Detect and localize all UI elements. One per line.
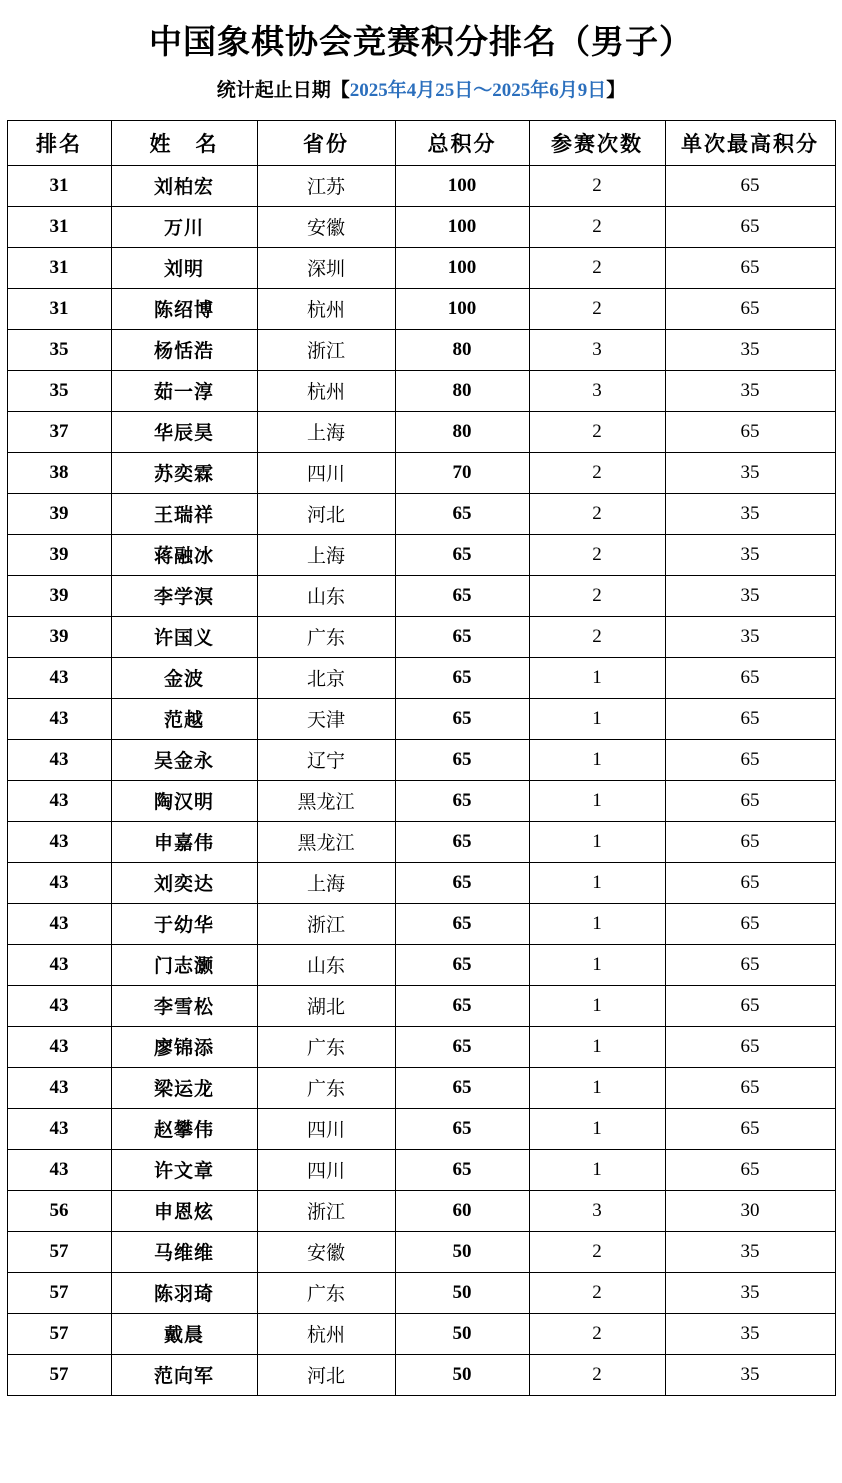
cell-province: 安徽 [257, 206, 395, 247]
table-row [7, 1313, 835, 1354]
cell-name: 陈羽琦 [111, 1272, 257, 1313]
cell-name: 申嘉伟 [111, 821, 257, 862]
cell-best-single: 35 [665, 534, 835, 575]
cell-name: 许国义 [111, 616, 257, 657]
cell-total-points: 65 [395, 616, 529, 657]
cell-best-single: 65 [665, 1108, 835, 1149]
cell-province: 浙江 [257, 1190, 395, 1231]
cell-event-count: 2 [529, 493, 665, 534]
table-row [7, 1149, 835, 1190]
cell-province: 上海 [257, 411, 395, 452]
cell-rank: 38 [7, 452, 111, 493]
cell-event-count: 2 [529, 534, 665, 575]
cell-name: 蒋融冰 [111, 534, 257, 575]
table-row [7, 944, 835, 985]
table-row [7, 1026, 835, 1067]
cell-best-single: 65 [665, 1067, 835, 1108]
cell-total-points: 100 [395, 288, 529, 329]
cell-event-count: 2 [529, 1272, 665, 1313]
cell-province: 浙江 [257, 903, 395, 944]
cell-event-count: 1 [529, 739, 665, 780]
cell-name: 金波 [111, 657, 257, 698]
column-header-event-count: 参赛次数 [529, 120, 665, 165]
table-row [7, 821, 835, 862]
cell-best-single: 35 [665, 1354, 835, 1395]
table-row [7, 411, 835, 452]
cell-event-count: 1 [529, 1149, 665, 1190]
cell-name: 华辰昊 [111, 411, 257, 452]
cell-name: 马维维 [111, 1231, 257, 1272]
table-row [7, 985, 835, 1026]
cell-best-single: 35 [665, 1272, 835, 1313]
cell-event-count: 1 [529, 657, 665, 698]
cell-total-points: 70 [395, 452, 529, 493]
cell-rank: 43 [7, 862, 111, 903]
cell-rank: 43 [7, 1108, 111, 1149]
cell-total-points: 65 [395, 944, 529, 985]
cell-name: 申恩炫 [111, 1190, 257, 1231]
cell-name: 门志灏 [111, 944, 257, 985]
table-row [7, 698, 835, 739]
cell-rank: 43 [7, 1149, 111, 1190]
cell-event-count: 1 [529, 821, 665, 862]
cell-province: 广东 [257, 1272, 395, 1313]
subtitle-date-range: 2025年4月25日～2025年6月9日 [349, 79, 607, 101]
cell-rank: 43 [7, 657, 111, 698]
cell-rank: 43 [7, 780, 111, 821]
cell-event-count: 2 [529, 616, 665, 657]
cell-province: 深圳 [257, 247, 395, 288]
cell-event-count: 1 [529, 1067, 665, 1108]
subtitle-prefix: 统计起止日期【 [216, 79, 350, 101]
cell-name: 李雪松 [111, 985, 257, 1026]
cell-best-single: 35 [665, 575, 835, 616]
cell-total-points: 65 [395, 657, 529, 698]
cell-province: 河北 [257, 493, 395, 534]
cell-province: 杭州 [257, 1313, 395, 1354]
column-header-rank: 排名 [7, 120, 111, 165]
table-row [7, 1067, 835, 1108]
cell-province: 广东 [257, 1067, 395, 1108]
cell-name: 苏奕霖 [111, 452, 257, 493]
cell-total-points: 65 [395, 821, 529, 862]
cell-name: 戴晨 [111, 1313, 257, 1354]
cell-best-single: 65 [665, 1026, 835, 1067]
cell-total-points: 100 [395, 247, 529, 288]
cell-rank: 57 [7, 1313, 111, 1354]
table-row [7, 657, 835, 698]
cell-rank: 43 [7, 903, 111, 944]
cell-rank: 39 [7, 575, 111, 616]
cell-rank: 57 [7, 1354, 111, 1395]
cell-total-points: 65 [395, 780, 529, 821]
table-header-row [7, 120, 835, 165]
cell-total-points: 65 [395, 1026, 529, 1067]
cell-total-points: 60 [395, 1190, 529, 1231]
cell-best-single: 65 [665, 698, 835, 739]
cell-rank: 43 [7, 944, 111, 985]
cell-total-points: 80 [395, 370, 529, 411]
cell-rank: 57 [7, 1231, 111, 1272]
cell-event-count: 2 [529, 288, 665, 329]
cell-best-single: 35 [665, 1231, 835, 1272]
cell-province: 北京 [257, 657, 395, 698]
table-row [7, 329, 835, 370]
cell-name: 许文章 [111, 1149, 257, 1190]
cell-rank: 35 [7, 370, 111, 411]
cell-name: 吴金永 [111, 739, 257, 780]
cell-rank: 43 [7, 821, 111, 862]
table-row [7, 1108, 835, 1149]
cell-rank: 57 [7, 1272, 111, 1313]
cell-best-single: 65 [665, 862, 835, 903]
cell-best-single: 65 [665, 903, 835, 944]
cell-rank: 31 [7, 247, 111, 288]
cell-total-points: 80 [395, 329, 529, 370]
cell-name: 茹一淳 [111, 370, 257, 411]
cell-province: 湖北 [257, 985, 395, 1026]
table-row [7, 1354, 835, 1395]
cell-total-points: 50 [395, 1272, 529, 1313]
cell-rank: 43 [7, 698, 111, 739]
cell-event-count: 2 [529, 575, 665, 616]
cell-total-points: 50 [395, 1231, 529, 1272]
table-row [7, 165, 835, 206]
cell-province: 黑龙江 [257, 821, 395, 862]
column-header-best-single: 单次最高积分 [665, 120, 835, 165]
cell-name: 杨恬浩 [111, 329, 257, 370]
cell-province: 江苏 [257, 165, 395, 206]
cell-province: 上海 [257, 534, 395, 575]
cell-event-count: 2 [529, 165, 665, 206]
cell-total-points: 65 [395, 698, 529, 739]
cell-name: 刘柏宏 [111, 165, 257, 206]
cell-event-count: 3 [529, 1190, 665, 1231]
date-range-subtitle [0, 79, 842, 104]
table-row [7, 370, 835, 411]
cell-best-single: 65 [665, 739, 835, 780]
cell-total-points: 65 [395, 1108, 529, 1149]
cell-total-points: 65 [395, 534, 529, 575]
cell-event-count: 2 [529, 1313, 665, 1354]
cell-best-single: 65 [665, 165, 835, 206]
cell-name: 刘奕达 [111, 862, 257, 903]
table-row [7, 862, 835, 903]
table-row [7, 206, 835, 247]
cell-event-count: 3 [529, 329, 665, 370]
cell-best-single: 65 [665, 288, 835, 329]
table-row [7, 288, 835, 329]
cell-province: 浙江 [257, 329, 395, 370]
table-row [7, 1231, 835, 1272]
cell-best-single: 35 [665, 1313, 835, 1354]
cell-best-single: 65 [665, 247, 835, 288]
cell-province: 河北 [257, 1354, 395, 1395]
cell-total-points: 65 [395, 575, 529, 616]
cell-total-points: 65 [395, 1067, 529, 1108]
cell-event-count: 1 [529, 903, 665, 944]
cell-name: 廖锦添 [111, 1026, 257, 1067]
table-row [7, 575, 835, 616]
cell-total-points: 65 [395, 1149, 529, 1190]
table-row [7, 616, 835, 657]
cell-event-count: 2 [529, 247, 665, 288]
cell-province: 天津 [257, 698, 395, 739]
cell-best-single: 65 [665, 821, 835, 862]
cell-total-points: 50 [395, 1313, 529, 1354]
cell-province: 山东 [257, 944, 395, 985]
table-row [7, 534, 835, 575]
column-header-total-points: 总积分 [395, 120, 529, 165]
cell-rank: 43 [7, 739, 111, 780]
cell-event-count: 1 [529, 1026, 665, 1067]
cell-best-single: 30 [665, 1190, 835, 1231]
cell-rank: 56 [7, 1190, 111, 1231]
cell-total-points: 65 [395, 862, 529, 903]
ranking-table [7, 120, 836, 1396]
cell-province: 四川 [257, 1149, 395, 1190]
cell-name: 范越 [111, 698, 257, 739]
cell-event-count: 2 [529, 206, 665, 247]
cell-best-single: 65 [665, 944, 835, 985]
table-row [7, 739, 835, 780]
table-header [7, 120, 835, 165]
cell-total-points: 50 [395, 1354, 529, 1395]
cell-name: 刘明 [111, 247, 257, 288]
table-row [7, 1190, 835, 1231]
cell-rank: 43 [7, 1067, 111, 1108]
cell-rank: 31 [7, 165, 111, 206]
cell-name: 梁运龙 [111, 1067, 257, 1108]
cell-name: 范向军 [111, 1354, 257, 1395]
cell-rank: 43 [7, 985, 111, 1026]
table-row [7, 493, 835, 534]
cell-event-count: 1 [529, 780, 665, 821]
subtitle-suffix: 】 [606, 79, 626, 101]
column-header-name: 姓 名 [111, 120, 257, 165]
cell-total-points: 100 [395, 206, 529, 247]
cell-event-count: 2 [529, 1231, 665, 1272]
cell-province: 杭州 [257, 370, 395, 411]
cell-total-points: 100 [395, 165, 529, 206]
cell-event-count: 2 [529, 452, 665, 493]
table-row [7, 452, 835, 493]
cell-name: 于幼华 [111, 903, 257, 944]
cell-best-single: 35 [665, 452, 835, 493]
cell-province: 四川 [257, 1108, 395, 1149]
table-row [7, 780, 835, 821]
cell-name: 赵攀伟 [111, 1108, 257, 1149]
cell-province: 广东 [257, 1026, 395, 1067]
cell-province: 黑龙江 [257, 780, 395, 821]
cell-name: 陶汉明 [111, 780, 257, 821]
cell-best-single: 65 [665, 206, 835, 247]
cell-rank: 31 [7, 288, 111, 329]
cell-rank: 31 [7, 206, 111, 247]
cell-event-count: 1 [529, 1108, 665, 1149]
cell-rank: 37 [7, 411, 111, 452]
cell-province: 山东 [257, 575, 395, 616]
cell-name: 李学溟 [111, 575, 257, 616]
cell-best-single: 35 [665, 493, 835, 534]
cell-total-points: 80 [395, 411, 529, 452]
cell-best-single: 65 [665, 411, 835, 452]
cell-province: 安徽 [257, 1231, 395, 1272]
cell-event-count: 2 [529, 1354, 665, 1395]
cell-event-count: 2 [529, 411, 665, 452]
cell-event-count: 1 [529, 985, 665, 1026]
cell-event-count: 1 [529, 862, 665, 903]
cell-event-count: 3 [529, 370, 665, 411]
cell-rank: 39 [7, 493, 111, 534]
table-row [7, 1272, 835, 1313]
cell-best-single: 35 [665, 370, 835, 411]
cell-best-single: 65 [665, 780, 835, 821]
cell-total-points: 65 [395, 985, 529, 1026]
cell-province: 四川 [257, 452, 395, 493]
document-page [0, 22, 842, 1483]
cell-rank: 39 [7, 616, 111, 657]
page-title: 中国象棋协会竞赛积分排名（男子） [149, 25, 693, 61]
column-header-province: 省份 [257, 120, 395, 165]
cell-name: 王瑞祥 [111, 493, 257, 534]
cell-event-count: 1 [529, 944, 665, 985]
cell-best-single: 65 [665, 1149, 835, 1190]
cell-rank: 43 [7, 1026, 111, 1067]
cell-best-single: 65 [665, 985, 835, 1026]
cell-total-points: 65 [395, 903, 529, 944]
cell-best-single: 35 [665, 329, 835, 370]
cell-best-single: 65 [665, 657, 835, 698]
cell-total-points: 65 [395, 493, 529, 534]
cell-province: 广东 [257, 616, 395, 657]
cell-total-points: 65 [395, 739, 529, 780]
cell-rank: 35 [7, 329, 111, 370]
cell-best-single: 35 [665, 616, 835, 657]
table-body [7, 165, 835, 1395]
table-row [7, 903, 835, 944]
cell-name: 万川 [111, 206, 257, 247]
cell-province: 杭州 [257, 288, 395, 329]
table-row [7, 247, 835, 288]
cell-name: 陈绍博 [111, 288, 257, 329]
cell-rank: 39 [7, 534, 111, 575]
cell-province: 辽宁 [257, 739, 395, 780]
cell-province: 上海 [257, 862, 395, 903]
cell-event-count: 1 [529, 698, 665, 739]
